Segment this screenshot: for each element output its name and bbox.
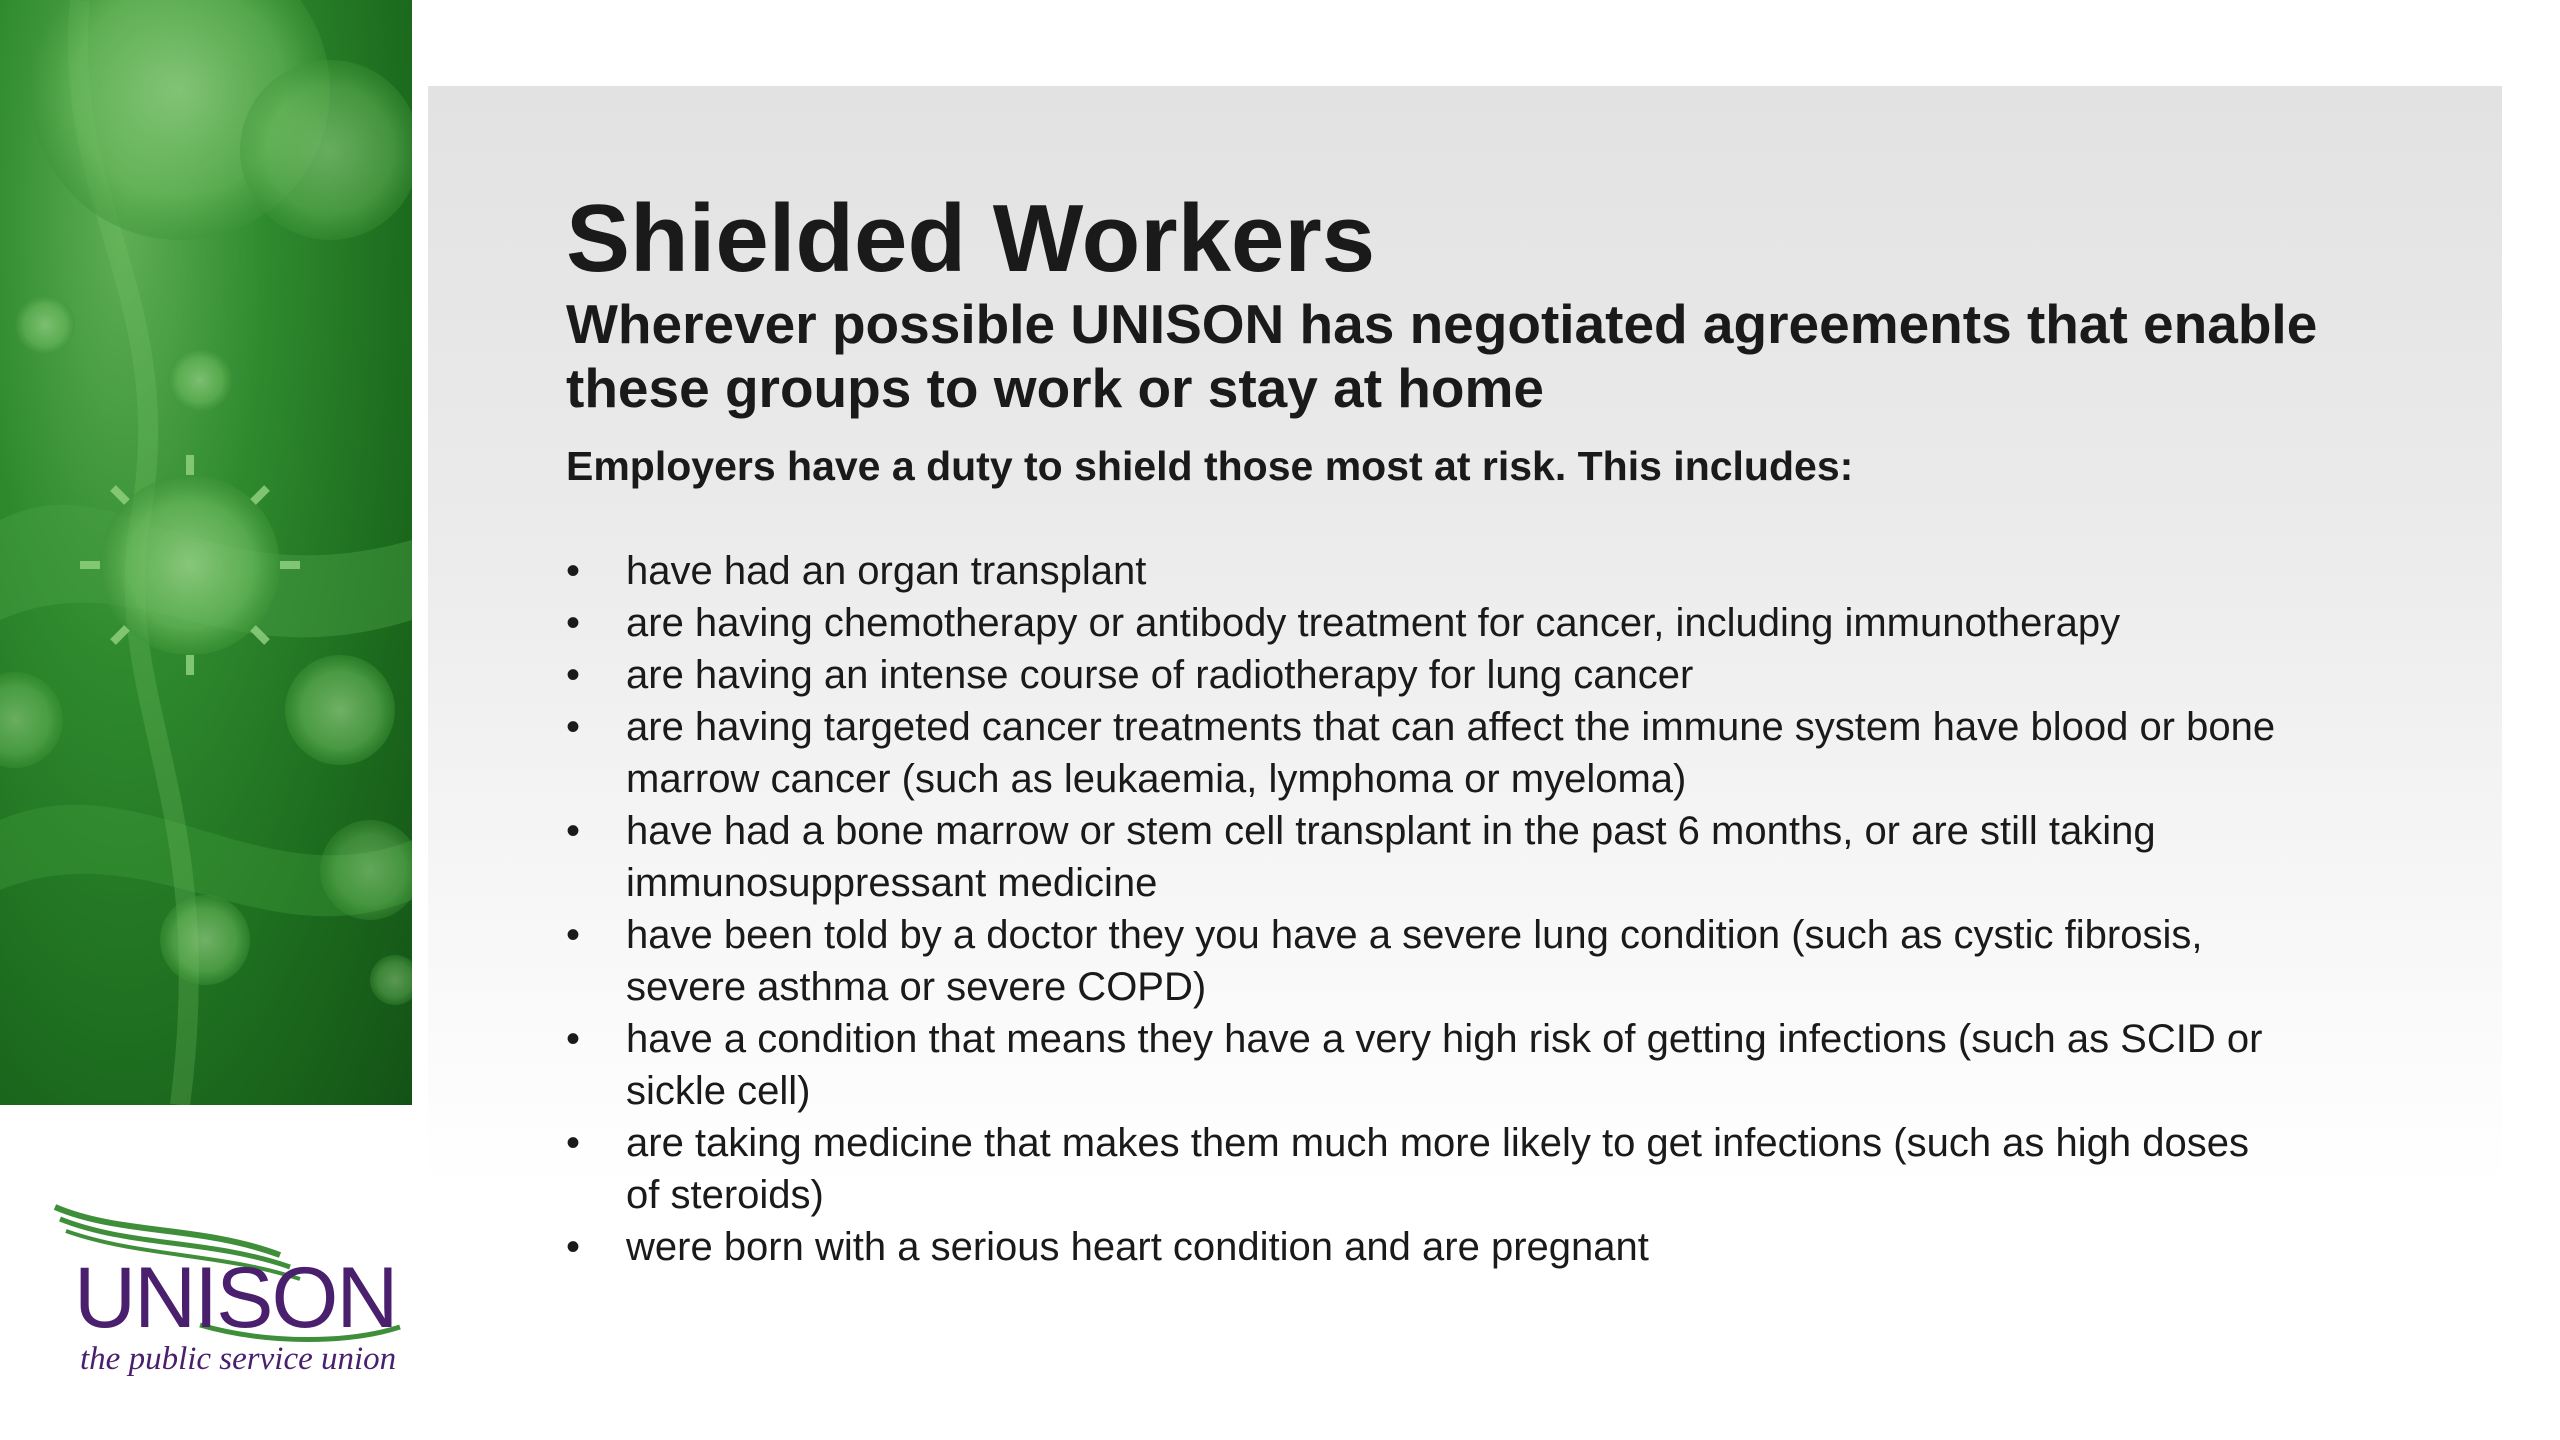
list-item: • are taking medicine that makes them much more likely to get infections (such as high doses of steroids) [566, 1117, 2286, 1221]
list-item: • were born with a serious heart condition and are pregnant [566, 1221, 2286, 1273]
bullet-icon: • [566, 601, 581, 645]
logo-tagline: the public service union [80, 1341, 397, 1377]
intro-text: Employers have a duty to shield those most at risk. This includes: [566, 443, 1854, 489]
bullet-icon: • [566, 1121, 581, 1165]
bullet-icon: • [566, 1225, 581, 1269]
virus-image [0, 0, 412, 1105]
bullet-icon: • [566, 913, 581, 957]
bullet-list [566, 545, 2286, 1273]
bullet-icon: • [566, 653, 581, 697]
list-item: • are having targeted cancer treatments that can affect the immune system have blood or bone marrow cancer (such as leukaemia, lymphoma or myeloma) [566, 701, 2286, 805]
list-item: • are having chemotherapy or antibody treatment for cancer, including immunotherapy [566, 597, 2286, 649]
list-item: • have a condition that means they have a very high risk of getting infections (such as SCID or sickle cell) [566, 1013, 2286, 1117]
logo-wordmark: UNISON [74, 1250, 397, 1346]
unison-logo [50, 1195, 420, 1385]
slide-subtitle: Wherever possible UNISON has negotiated agreements that enable these groups to work or stay at home [566, 293, 2318, 419]
slide-title: Shielded Workers [566, 185, 1376, 292]
bullet-icon: • [566, 809, 581, 853]
list-item: • have been told by a doctor they you have a severe lung condition (such as cystic fibrosis, severe asthma or severe COPD) [566, 909, 2286, 1013]
bullet-icon: • [566, 549, 581, 593]
list-item: • have had a bone marrow or stem cell transplant in the past 6 months, or are still taking immunosuppressant medicine [566, 805, 2286, 909]
bullet-icon: • [566, 705, 581, 749]
virus-illustration [0, 0, 412, 1105]
bullet-icon: • [566, 1017, 581, 1061]
list-item: • are having an intense course of radiotherapy for lung cancer [566, 649, 2286, 701]
list-item: • have had an organ transplant [566, 545, 2286, 597]
